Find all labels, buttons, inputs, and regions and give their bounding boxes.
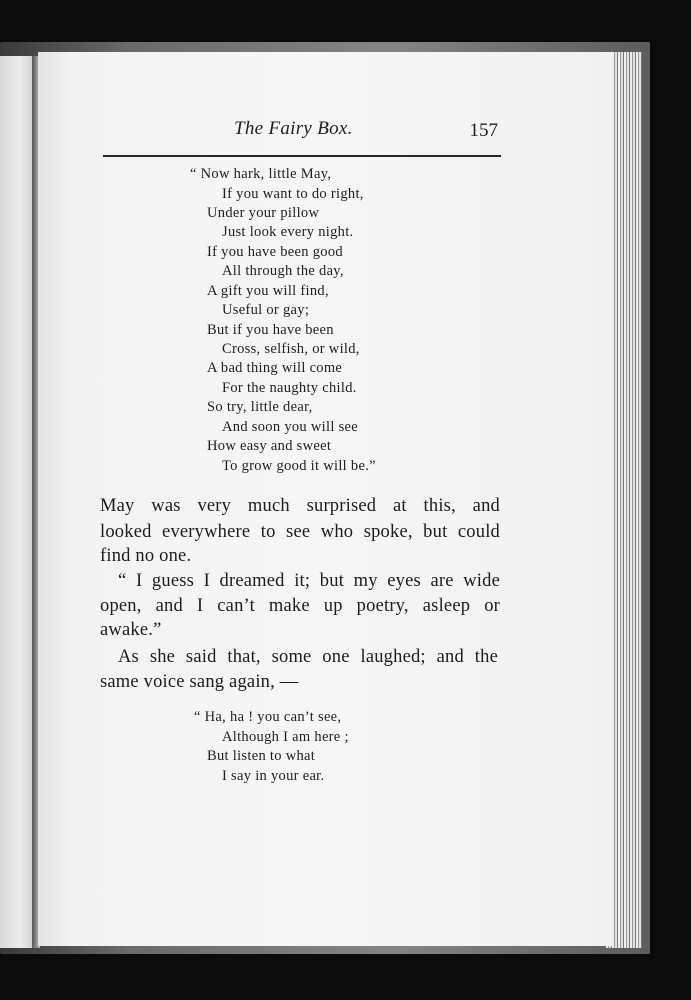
poem-line: A gift you will find, (207, 283, 329, 299)
page-number: 157 (469, 120, 498, 141)
poem-line: But listen to what (207, 748, 316, 764)
poem-line: Just look every night. (222, 224, 354, 240)
poem-line: A bad thing will come (207, 360, 343, 376)
poem-line: To grow good it will be.” (222, 458, 376, 474)
header-rule (103, 155, 501, 157)
prose-line: awake.” (100, 620, 162, 640)
page-header (100, 118, 500, 158)
poem-line: But if you have been (207, 322, 334, 338)
poem-line: Cross, selfish, or wild, (222, 341, 360, 357)
poem-line: If you have been good (207, 244, 343, 260)
poem-line: And soon you will see (222, 419, 358, 435)
prose-line: same voice sang again, — (100, 672, 299, 692)
poem-line: All through the day, (222, 263, 344, 279)
poem-line: Under your pillow (207, 205, 320, 221)
poem-line: “ Now hark, little May, (190, 166, 332, 182)
poem-line: Although I am here ; (222, 729, 349, 745)
prose-line: May was very much surprised at this, and (100, 496, 500, 516)
poem-line: For the naughty child. (222, 380, 357, 396)
poem-line: I say in your ear. (222, 768, 325, 784)
poem-line: So try, little dear, (207, 399, 313, 415)
prose-line: looked everywhere to see who spoke, but could (100, 522, 500, 542)
facing-page-edge (0, 56, 34, 948)
prose-line: As she said that, some one laughed; and the (118, 647, 498, 667)
running-title: The Fairy Box. (234, 118, 353, 139)
poem-line: “ Ha, ha ! you can’t see, (194, 709, 342, 725)
prose-line: “ I guess I dreamed it; but my eyes are wide (118, 571, 500, 591)
poem-line: If you want to do right, (222, 186, 364, 202)
poem-line: Useful or gay; (222, 302, 310, 318)
poem-line: How easy and sweet (207, 438, 332, 454)
prose-line: open, and I can’t make up poetry, asleep or (100, 596, 500, 616)
prose-line: find no one. (100, 546, 192, 566)
